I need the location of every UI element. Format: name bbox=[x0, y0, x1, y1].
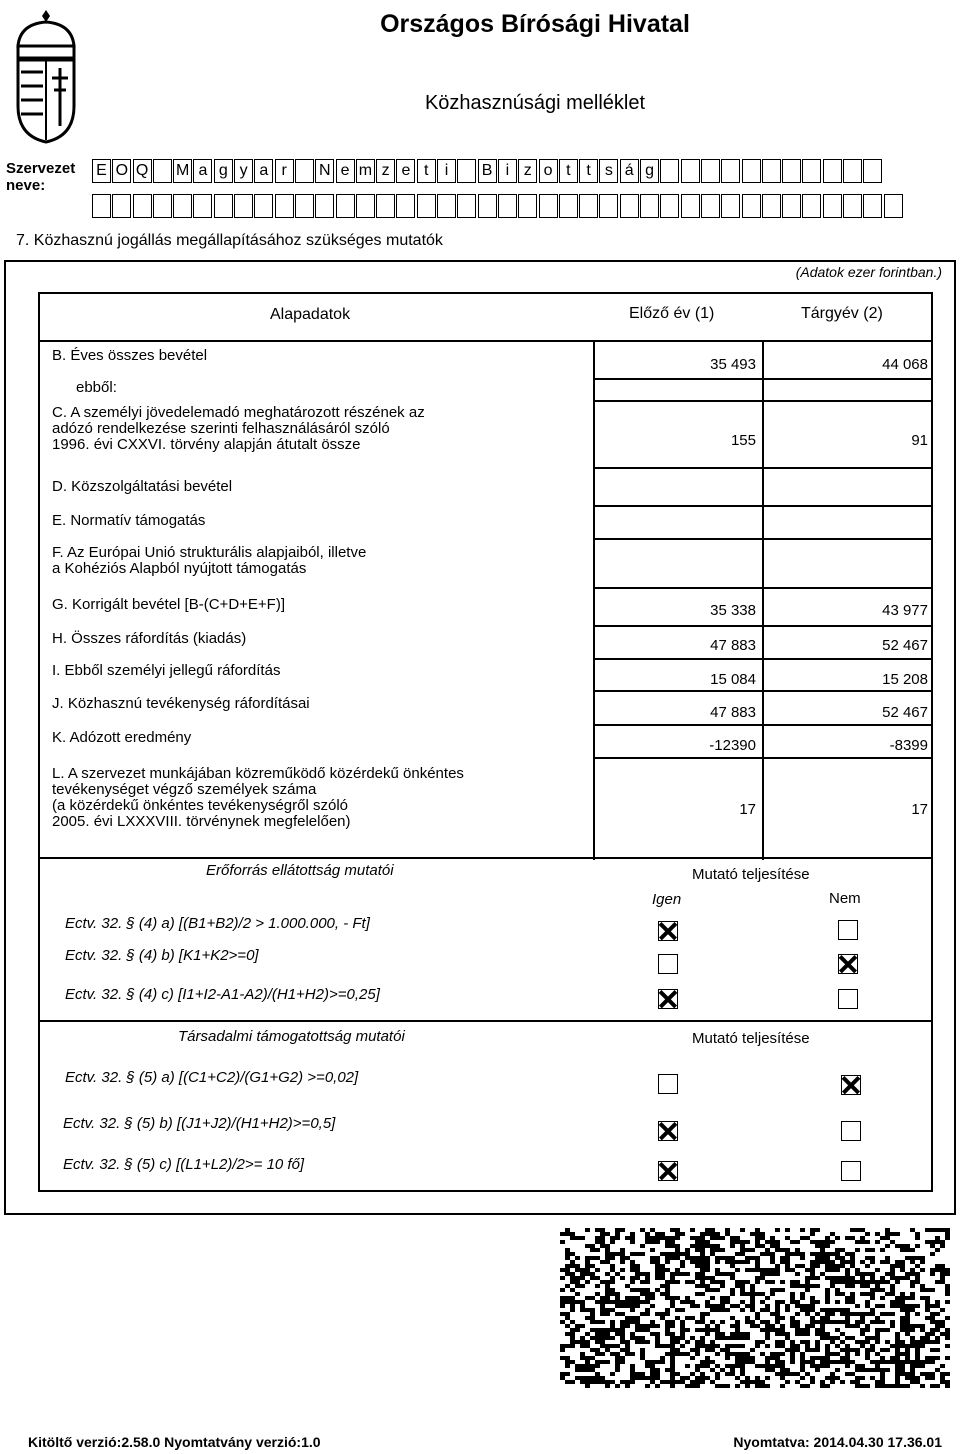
row-l-curr: 17 bbox=[911, 801, 928, 818]
divider bbox=[593, 658, 933, 660]
org-name-char-box[interactable] bbox=[173, 194, 192, 218]
row-k-label: K. Adózott eredmény bbox=[52, 729, 192, 746]
org-name-char-box[interactable] bbox=[802, 159, 821, 183]
divider bbox=[593, 340, 595, 860]
col-header-basic: Alapadatok bbox=[270, 306, 351, 323]
divider bbox=[593, 690, 933, 692]
org-name-char-box[interactable]: i bbox=[498, 159, 517, 183]
org-name-char-box[interactable] bbox=[457, 159, 476, 183]
org-name-label: Szervezet neve: bbox=[6, 160, 76, 194]
divider bbox=[593, 587, 933, 589]
org-name-char-box[interactable] bbox=[660, 194, 679, 218]
row-c-prev: 155 bbox=[730, 432, 756, 449]
org-name-char-box[interactable] bbox=[742, 159, 761, 183]
org-name-char-box[interactable] bbox=[681, 194, 700, 218]
org-name-char-box[interactable]: r bbox=[275, 159, 294, 183]
no-header: Nem bbox=[829, 890, 861, 907]
org-name-char-box[interactable] bbox=[701, 159, 720, 183]
row-h-prev: 47 883 bbox=[710, 637, 756, 654]
page-subtitle: Közhasznúsági melléklet bbox=[424, 92, 646, 114]
row-g-prev: 35 338 bbox=[710, 602, 756, 619]
org-name-char-box[interactable]: y bbox=[234, 159, 253, 183]
org-name-char-box[interactable] bbox=[762, 194, 781, 218]
org-name-char-box[interactable] bbox=[153, 159, 172, 183]
r1-yes-checkbox[interactable] bbox=[658, 921, 678, 941]
row-j-prev: 47 883 bbox=[710, 704, 756, 721]
indicator-s3: Ectv. 32. § (5) c) [(L1+L2)/2>= 10 fő] bbox=[63, 1156, 305, 1173]
divider bbox=[38, 340, 933, 342]
org-name-char-box[interactable]: t bbox=[559, 159, 578, 183]
s1-no-checkbox[interactable] bbox=[841, 1075, 861, 1095]
barcode-icon bbox=[560, 1228, 950, 1388]
org-name-char-box[interactable] bbox=[295, 194, 314, 218]
row-b-prev: 35 493 bbox=[710, 356, 756, 373]
row-h-label: H. Összes ráfordítás (kiadás) bbox=[52, 630, 247, 647]
row-l-prev: 17 bbox=[739, 801, 756, 818]
org-name-char-box[interactable] bbox=[843, 194, 862, 218]
row-f-label: F. Az Európai Unió strukturális alapjaiból, illetve a Kohéziós Alapból nyújtott támogatás bbox=[52, 544, 367, 577]
org-name-char-box[interactable]: a bbox=[193, 159, 212, 183]
org-name-char-box[interactable] bbox=[762, 159, 781, 183]
ebbol-label: ebből: bbox=[76, 379, 117, 396]
org-name-char-box[interactable] bbox=[133, 194, 152, 218]
org-name-char-box[interactable] bbox=[660, 159, 679, 183]
org-name-char-box[interactable] bbox=[193, 194, 212, 218]
divider bbox=[593, 625, 933, 627]
section-title: 7. Közhasznú jogállás megállapításához szükséges mutatók bbox=[16, 232, 443, 249]
org-name-char-box[interactable] bbox=[701, 194, 720, 218]
org-name-char-box[interactable] bbox=[275, 194, 294, 218]
resource-indicators-title: Erőforrás ellátottság mutatói bbox=[206, 862, 394, 879]
r3-no-checkbox[interactable] bbox=[838, 989, 858, 1009]
org-name-char-box[interactable] bbox=[153, 194, 172, 218]
row-l-label: L. A szervezet munkájában közreműködő közérdekű önkéntes tevékenységet végző személyek száma (a közérdekű önkéntes tevékenységről szóló 2005. évi LXXXVIII. törvénynek megfelelően) bbox=[52, 765, 464, 830]
row-e-label: E. Normatív támogatás bbox=[52, 512, 206, 529]
org-name-char-box[interactable] bbox=[620, 194, 639, 218]
org-name-char-box[interactable] bbox=[782, 159, 801, 183]
footer-version: Kitöltő verzió:2.58.0 Nyomtatvány verzió:1.0 bbox=[28, 1434, 321, 1450]
row-b-label: B. Éves összes bevétel bbox=[52, 347, 208, 364]
row-i-curr: 15 208 bbox=[882, 671, 928, 688]
r3-yes-checkbox[interactable] bbox=[658, 989, 678, 1009]
row-g-label: G. Korrigált bevétel [B-(C+D+E+F)] bbox=[52, 596, 285, 613]
row-j-curr: 52 467 bbox=[882, 704, 928, 721]
divider bbox=[593, 378, 933, 380]
org-name-char-box[interactable] bbox=[640, 194, 659, 218]
org-name-char-box[interactable]: E bbox=[92, 159, 111, 183]
org-name-char-box[interactable] bbox=[721, 159, 740, 183]
org-name-char-box[interactable]: g bbox=[214, 159, 233, 183]
org-name-char-box[interactable] bbox=[863, 194, 882, 218]
unit-note: (Adatok ezer forintban.) bbox=[795, 264, 942, 280]
org-name-char-box[interactable] bbox=[478, 194, 497, 218]
org-name-char-box[interactable] bbox=[843, 159, 862, 183]
footer-printed: Nyomtatva: 2014.04.30 17.36.01 bbox=[733, 1434, 942, 1450]
fulfilment-title: Mutató teljesítése bbox=[692, 866, 810, 883]
org-name-char-box[interactable] bbox=[863, 159, 882, 183]
org-name-char-box[interactable] bbox=[315, 194, 334, 218]
org-name-char-box[interactable]: t bbox=[417, 159, 436, 183]
org-name-char-box[interactable] bbox=[884, 194, 903, 218]
org-name-char-box[interactable]: g bbox=[640, 159, 659, 183]
org-name-char-box[interactable] bbox=[681, 159, 700, 183]
org-name-char-box[interactable]: e bbox=[396, 159, 415, 183]
org-name-char-box[interactable]: z bbox=[376, 159, 395, 183]
org-name-char-box[interactable] bbox=[376, 194, 395, 218]
org-name-char-box[interactable] bbox=[92, 194, 111, 218]
org-name-char-box[interactable] bbox=[396, 194, 415, 218]
org-name-char-box[interactable] bbox=[518, 194, 537, 218]
org-name-char-box[interactable] bbox=[823, 194, 842, 218]
org-name-char-box[interactable] bbox=[498, 194, 517, 218]
org-name-char-box[interactable] bbox=[559, 194, 578, 218]
col-header-prev: Előző év (1) bbox=[629, 305, 715, 322]
org-name-char-box[interactable] bbox=[823, 159, 842, 183]
org-name-char-box[interactable] bbox=[782, 194, 801, 218]
org-name-char-box[interactable]: Q bbox=[133, 159, 152, 183]
indicator-s1: Ectv. 32. § (5) a) [(C1+C2)/(G1+G2) >=0,02] bbox=[65, 1069, 359, 1086]
org-name-char-box[interactable] bbox=[112, 194, 131, 218]
org-name-char-box[interactable]: M bbox=[173, 159, 192, 183]
row-i-label: I. Ebből személyi jellegű ráfordítás bbox=[52, 662, 281, 679]
org-name-boxes-line2[interactable] bbox=[92, 194, 904, 218]
org-name-char-box[interactable]: i bbox=[437, 159, 456, 183]
org-name-char-box[interactable] bbox=[356, 194, 375, 218]
row-k-curr: -8399 bbox=[889, 737, 928, 754]
org-name-char-box[interactable]: s bbox=[599, 159, 618, 183]
org-name-char-box[interactable] bbox=[457, 194, 476, 218]
org-name-char-box[interactable]: t bbox=[579, 159, 598, 183]
divider bbox=[593, 538, 933, 540]
divider bbox=[593, 400, 933, 402]
divider bbox=[593, 505, 933, 507]
row-c-curr: 91 bbox=[911, 432, 928, 449]
org-name-char-box[interactable]: a bbox=[254, 159, 273, 183]
s2-yes-checkbox[interactable] bbox=[658, 1121, 678, 1141]
row-i-prev: 15 084 bbox=[710, 671, 756, 688]
indicator-r2: Ectv. 32. § (4) b) [K1+K2>=0] bbox=[65, 947, 259, 964]
divider bbox=[593, 724, 933, 726]
s1-yes-checkbox[interactable] bbox=[658, 1074, 678, 1094]
s2-no-checkbox[interactable] bbox=[841, 1121, 861, 1141]
org-name-char-box[interactable] bbox=[539, 194, 558, 218]
org-name-boxes[interactable] bbox=[92, 159, 884, 183]
row-c-label: C. A személyi jövedelemadó meghatározott részének az adózó rendelkezése szerinti felhasználásáról szóló 1996. évi CXXVI. törvény alapján átutalt össze bbox=[52, 404, 425, 453]
indicator-s2: Ectv. 32. § (5) b) [(J1+J2)/(H1+H2)>=0,5] bbox=[63, 1115, 336, 1132]
org-name-char-box[interactable] bbox=[599, 194, 618, 218]
row-j-label: J. Közhasznú tevékenység ráfordításai bbox=[52, 695, 310, 712]
r1-no-checkbox[interactable] bbox=[838, 920, 858, 940]
r2-no-checkbox[interactable] bbox=[838, 954, 858, 974]
fulfilment-title-2: Mutató teljesítése bbox=[692, 1030, 810, 1047]
social-indicators-title: Társadalmi támogatottság mutatói bbox=[178, 1028, 405, 1045]
s3-no-checkbox[interactable] bbox=[841, 1161, 861, 1181]
org-name-char-box[interactable]: O bbox=[112, 159, 131, 183]
indicator-r1: Ectv. 32. § (4) a) [(B1+B2)/2 > 1.000.000, - Ft] bbox=[65, 915, 370, 932]
org-name-char-box[interactable] bbox=[254, 194, 273, 218]
org-name-char-box[interactable]: N bbox=[315, 159, 334, 183]
row-b-curr: 44 068 bbox=[882, 356, 928, 373]
org-name-char-box[interactable] bbox=[234, 194, 253, 218]
divider bbox=[38, 857, 933, 859]
divider bbox=[593, 467, 933, 469]
org-name-char-box[interactable]: z bbox=[518, 159, 537, 183]
divider bbox=[762, 340, 764, 860]
org-name-char-box[interactable]: B bbox=[478, 159, 497, 183]
row-k-prev: -12390 bbox=[709, 737, 756, 754]
org-name-char-box[interactable] bbox=[295, 159, 314, 183]
org-name-char-box[interactable] bbox=[214, 194, 233, 218]
org-name-char-box[interactable] bbox=[579, 194, 598, 218]
page-title: Országos Bírósági Hivatal bbox=[380, 10, 690, 38]
s3-yes-checkbox[interactable] bbox=[658, 1161, 678, 1181]
org-name-char-box[interactable]: m bbox=[356, 159, 375, 183]
org-name-char-box[interactable] bbox=[802, 194, 821, 218]
org-name-char-box[interactable] bbox=[721, 194, 740, 218]
row-h-curr: 52 467 bbox=[882, 637, 928, 654]
org-name-char-box[interactable] bbox=[742, 194, 761, 218]
r2-yes-checkbox[interactable] bbox=[658, 954, 678, 974]
yes-header: Igen bbox=[652, 891, 682, 908]
org-name-char-box[interactable] bbox=[336, 194, 355, 218]
row-d-label: D. Közszolgáltatási bevétel bbox=[52, 478, 233, 495]
org-name-char-box[interactable]: o bbox=[539, 159, 558, 183]
row-g-curr: 43 977 bbox=[882, 602, 928, 619]
org-name-char-box[interactable] bbox=[437, 194, 456, 218]
org-name-char-box[interactable]: á bbox=[620, 159, 639, 183]
divider bbox=[38, 1020, 933, 1022]
divider bbox=[593, 757, 933, 759]
indicator-r3: Ectv. 32. § (4) c) [I1+I2-A1-A2)/(H1+H2)>=0,25] bbox=[65, 986, 380, 1003]
org-name-char-box[interactable]: e bbox=[336, 159, 355, 183]
org-name-char-box[interactable] bbox=[417, 194, 436, 218]
col-header-curr: Tárgyév (2) bbox=[801, 305, 883, 322]
